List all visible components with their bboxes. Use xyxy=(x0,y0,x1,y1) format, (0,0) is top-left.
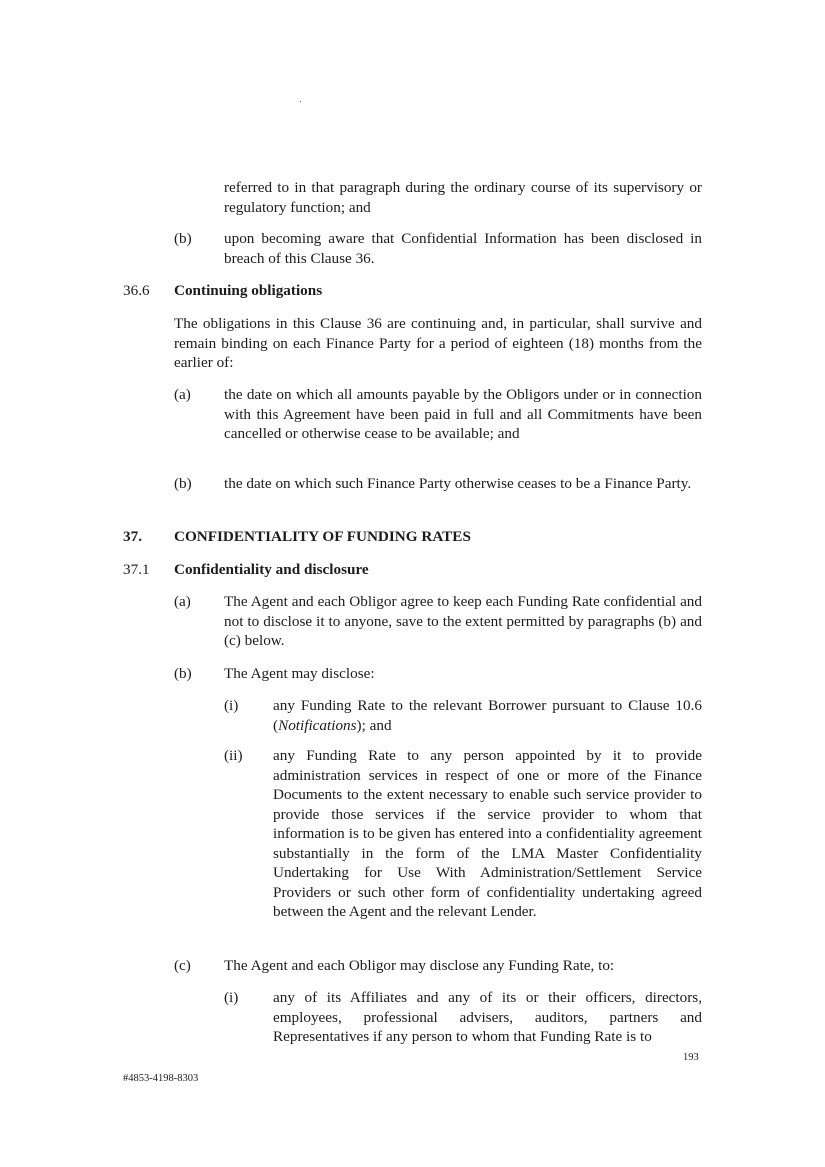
item-label: (b) xyxy=(174,665,192,682)
clause-number: 37.1 xyxy=(123,561,150,578)
subitem-label: (i) xyxy=(224,697,239,714)
item-text: The Agent may disclose: xyxy=(224,665,375,682)
item-label: (a) xyxy=(174,386,191,403)
item-label: (b) xyxy=(174,230,192,247)
cross-reference-title: Notifications xyxy=(278,716,357,734)
item-text: The Agent and each Obligor agree to keep each Funding Rate confidential and not to disclose it to anyone, save to the extent permitted by paragraphs (b) and (c) below. xyxy=(224,593,702,649)
clause-number: 37. xyxy=(123,528,142,545)
subitem-label: (ii) xyxy=(224,747,243,764)
subitem-text: any of its Affiliates and any of its or their officers, directors, employees, professional advisers, auditors, partners and Representatives if any person to whom that Funding Rate is to xyxy=(273,989,702,1045)
clause-number: 36.6 xyxy=(123,282,150,299)
scan-speck xyxy=(300,101,301,102)
item-text: the date on which all amounts payable by the Obligors under or in connection with this Agreement have been paid in full and all Commitments have been cancelled or otherwise cease to be available; and xyxy=(224,386,702,442)
clause-heading: CONFIDENTIALITY OF FUNDING RATES xyxy=(174,528,471,545)
clause-heading: Confidentiality and disclosure xyxy=(174,561,369,578)
item-text: the date on which such Finance Party otherwise ceases to be a Finance Party. xyxy=(224,475,692,492)
clause-intro: The obligations in this Clause 36 are continuing and, in particular, shall survive and remain binding on each Finance Party for a period of eighteen (18) months from the earlier of: xyxy=(174,315,702,371)
item-text: The Agent and each Obligor may disclose any Funding Rate, to: xyxy=(224,957,615,974)
item-label: (c) xyxy=(174,957,191,974)
item-text: upon becoming aware that Confidential Information has been disclosed in breach of this Clause 36. xyxy=(224,230,702,267)
page-number: 193 xyxy=(683,1052,699,1063)
clause-heading: Continuing obligations xyxy=(174,282,323,299)
subitem-text: any Funding Rate to any person appointed by it to provide administration services in respect of one or more of the Finance Documents to the extent necessary to enable such service provider to provide those services if the service provider to whom that information is to be given has entered into a confidentiality agreement substantially in the form of the LMA Master Confidentiality Undertaking for Use With Administration/Settlement Service Providers or such other form of confidentiality undertaking agreed between the Agent and the relevant Lender. xyxy=(273,747,702,920)
continuation-paragraph: referred to in that paragraph during the ordinary course of its supervisory or regulatory function; and xyxy=(224,179,702,216)
item-label: (a) xyxy=(174,593,191,610)
document-id: #4853-4198-8303 xyxy=(123,1073,199,1084)
item-label: (b) xyxy=(174,475,192,492)
subitem-text: any Funding Rate to the relevant Borrower pursuant to Clause 10.6 (Notifications); and xyxy=(273,697,702,734)
subitem-label: (i) xyxy=(224,989,239,1006)
